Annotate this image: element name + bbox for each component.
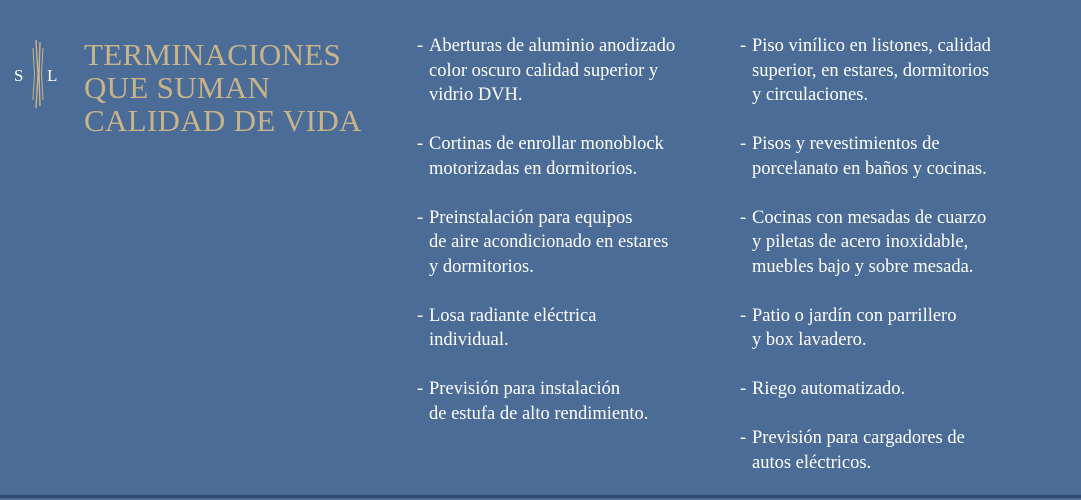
list-item-text: Pisos y revestimientos de porcelanato en baños y cocinas.: [752, 134, 987, 179]
title-line-1: TERMINACIONES: [84, 37, 342, 72]
bullet-dash: -: [740, 134, 747, 154]
list-item-text: Riego automatizado.: [752, 379, 906, 399]
bullet-dash: -: [417, 36, 424, 56]
features-list-left: [417, 34, 727, 451]
list-item-text: Piso vinílico en listones, calidad superior, en estares, dormitorios y circulaciones.: [752, 36, 991, 105]
list-item-text: Previsión para cargadores de autos eléctricos.: [752, 428, 965, 473]
list-item: [740, 426, 1070, 475]
list-item: [417, 132, 727, 181]
list-item: [740, 34, 1070, 108]
bullet-dash: -: [417, 305, 424, 326]
bullet-dash: -: [740, 305, 747, 326]
list-item-text: Aberturas de aluminio anodizado color oscuro calidad superior y vidrio DVH.: [429, 36, 676, 105]
bullet-dash: -: [740, 428, 747, 448]
list-item-text: Cocinas con mesadas de cuarzo y piletas de acero inoxidable, muebles bajo y sobre mesada.: [752, 207, 987, 277]
logo-mark-icon: [12, 38, 64, 110]
bullet-dash: -: [740, 207, 747, 228]
list-item: [417, 304, 727, 353]
list-item: [740, 206, 1070, 280]
list-item-text: Losa radiante eléctrica individual.: [429, 305, 597, 350]
title-line-3: CALIDAD DE VIDA: [84, 103, 362, 138]
list-item: [740, 132, 1070, 181]
logo-letter-s: S: [14, 66, 24, 85]
list-item: [740, 304, 1070, 353]
list-item-text: Preinstalación para equipos de aire acondicionado en estares y dormitorios.: [429, 207, 669, 277]
list-item: [417, 34, 727, 108]
bullet-dash: -: [740, 379, 747, 399]
list-item: [417, 377, 727, 426]
bullet-dash: -: [417, 379, 424, 399]
title-line-2: QUE SUMAN: [84, 70, 271, 105]
list-item: [417, 206, 727, 280]
bullet-dash: -: [740, 36, 747, 56]
page-title: [84, 38, 362, 137]
logo: [12, 38, 64, 110]
bullet-dash: -: [417, 134, 424, 154]
list-item-text: Patio o jardín con parrillero y box lavadero.: [752, 305, 957, 350]
list-item-text: Previsión para instalación de estufa de alto rendimiento.: [429, 379, 649, 424]
logo-letter-l: L: [47, 66, 58, 85]
list-item-text: Cortinas de enrollar monoblock motorizadas en dormitorios.: [429, 134, 664, 179]
features-list-right: [740, 34, 1070, 500]
bullet-dash: -: [417, 207, 424, 228]
list-item: [740, 377, 1070, 402]
